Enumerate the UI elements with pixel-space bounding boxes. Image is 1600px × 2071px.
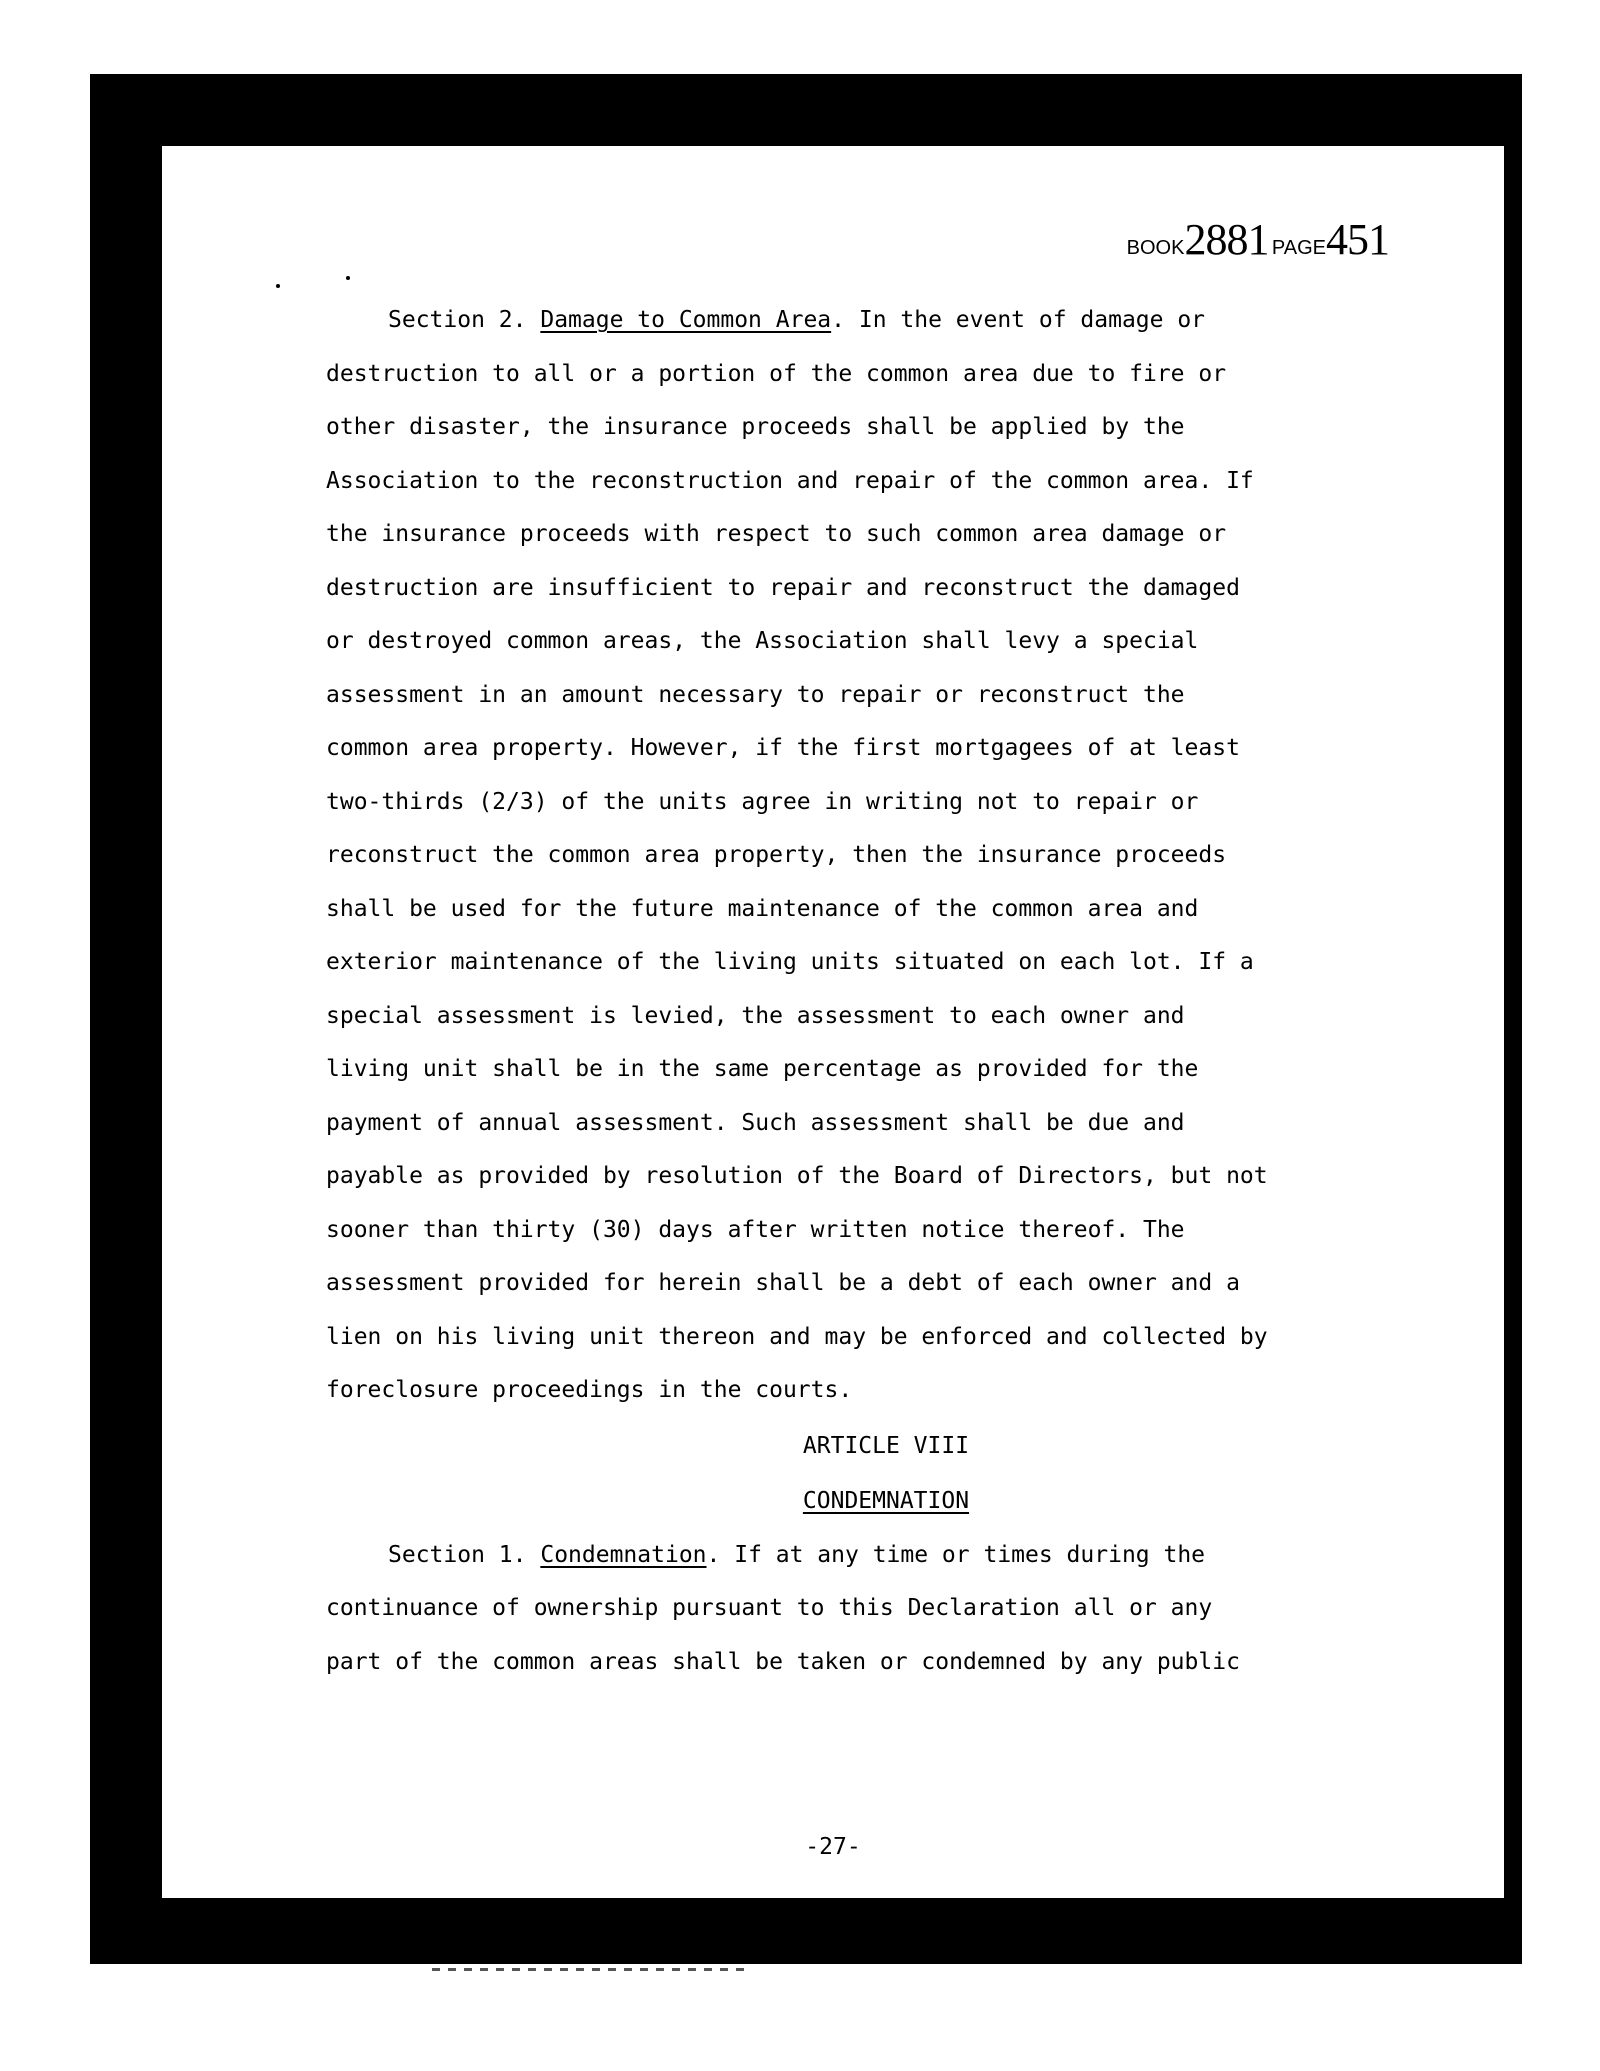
text-line: destruction to all or a portion of the common area due to fire or: [326, 360, 1227, 387]
article-title: CONDEMNATION: [802, 1488, 970, 1514]
scan-artifact: [432, 1968, 752, 1971]
article-title-wrap: [326, 1475, 1446, 1529]
page-label: PAGE: [1271, 237, 1326, 259]
text-line: or destroyed common areas, the Association shall levy a special: [326, 628, 1199, 654]
document-body: [326, 294, 1436, 1689]
text-line: payable as provided by resolution of the Board of Directors, but not: [326, 1163, 1268, 1189]
text-line: two-thirds (2/3) of the units agree in writing not to repair or: [326, 788, 1199, 815]
scan-speck: [346, 276, 350, 280]
article-number: ARTICLE VIII: [802, 1432, 970, 1459]
text-line: sooner than thirty (30) days after written notice thereof. The: [326, 1216, 1185, 1243]
text-line: part of the common areas shall be taken or condemned by any public: [326, 1648, 1240, 1675]
text-line: assessment in an amount necessary to repair or reconstruct the: [326, 681, 1185, 708]
section-1-title: Condemnation: [540, 1541, 707, 1568]
text-line: shall be used for the future maintenance of the common area and: [326, 895, 1199, 922]
book-label: BOOK: [1126, 237, 1185, 259]
text-line: lien on his living unit thereon and may be enforced and collected by: [326, 1323, 1268, 1350]
section-2-paragraph: Section 2. Damage to Common Area. In the event of damage or destruction to all or a portion of the common area due to fire or other disaster, the insurance proceeds shall be applied by the Association to the reconstruction and repair of the common area. If the insurance proceeds with respect to such common area damage or destruction are insufficient to repair and reconstruct the damaged or destroyed common areas, the Association shall levy a special assessment in an amount necessary to repair or reconstruct the common area property. However, if the first mortgagees of at least two-thirds (2/3) of the units agree in writing not to repair or reconstruct the common area property, then the insurance proceeds shall be used for the future maintenance of the common area and exterior maintenance of the living units situated on each lot. If a special assessment is levied, the assessment to each owner and living unit shall be in the same percentage as provided for the payment of annual assessment. Such assessment shall be due and payable as provided by resolution of the Board of Directors, but not sooner than thirty (30) days after written notice thereof. The assessment provided for herein shall be a debt of each owner and a lien on his living unit thereon and may be enforced and collected by foreclosure proceedings in the courts.: [326, 307, 1268, 1403]
page-stamp-number: 451: [1326, 215, 1389, 264]
document-page: [162, 146, 1504, 1898]
text-line: assessment provided for herein shall be a debt of each owner and a: [326, 1270, 1240, 1296]
text-line: the insurance proceeds with respect to such common area damage or: [326, 521, 1227, 547]
text-line: Association to the reconstruction and repair of the common area. If: [326, 467, 1254, 494]
text-line: living unit shall be in the same percentage as provided for the: [326, 1056, 1199, 1082]
book-page-stamp: [1127, 214, 1389, 265]
text-line: destruction are insufficient to repair and reconstruct the damaged: [326, 574, 1240, 601]
scan-frame: [90, 74, 1522, 1964]
text-line: common area property. However, if the first mortgagees of at least: [326, 735, 1240, 761]
text-line: exterior maintenance of the living units situated on each lot. If a: [326, 949, 1254, 975]
text-line: If at any time or times during the: [734, 1541, 1206, 1568]
page-number: -27-: [805, 1834, 861, 1860]
text-line: foreclosure proceedings in the courts.: [326, 1377, 853, 1403]
text-line: special assessment is levied, the assessment to each owner and: [326, 1002, 1185, 1029]
scan-speck: [276, 284, 280, 288]
text-line: other disaster, the insurance proceeds shall be applied by the: [326, 414, 1185, 440]
text-line: In the event of damage or: [858, 307, 1206, 333]
section-1-paragraph: Section 1. Condemnation. If at any time or times during the continuance of ownership pursuant to this Declaration all or any part of the common areas shall be taken or condemned by any public: [326, 1541, 1240, 1675]
section-1-label: Section 1.: [388, 1541, 527, 1568]
book-number: 2881: [1184, 215, 1269, 264]
text-line: continuance of ownership pursuant to this Declaration all or any: [326, 1595, 1213, 1621]
text-line: reconstruct the common area property, then the insurance proceeds: [326, 842, 1227, 868]
text-line: payment of annual assessment. Such assessment shall be due and: [326, 1109, 1185, 1136]
section-2-label: Section 2.: [388, 307, 527, 333]
section-2-title: Damage to Common Area: [540, 307, 832, 333]
